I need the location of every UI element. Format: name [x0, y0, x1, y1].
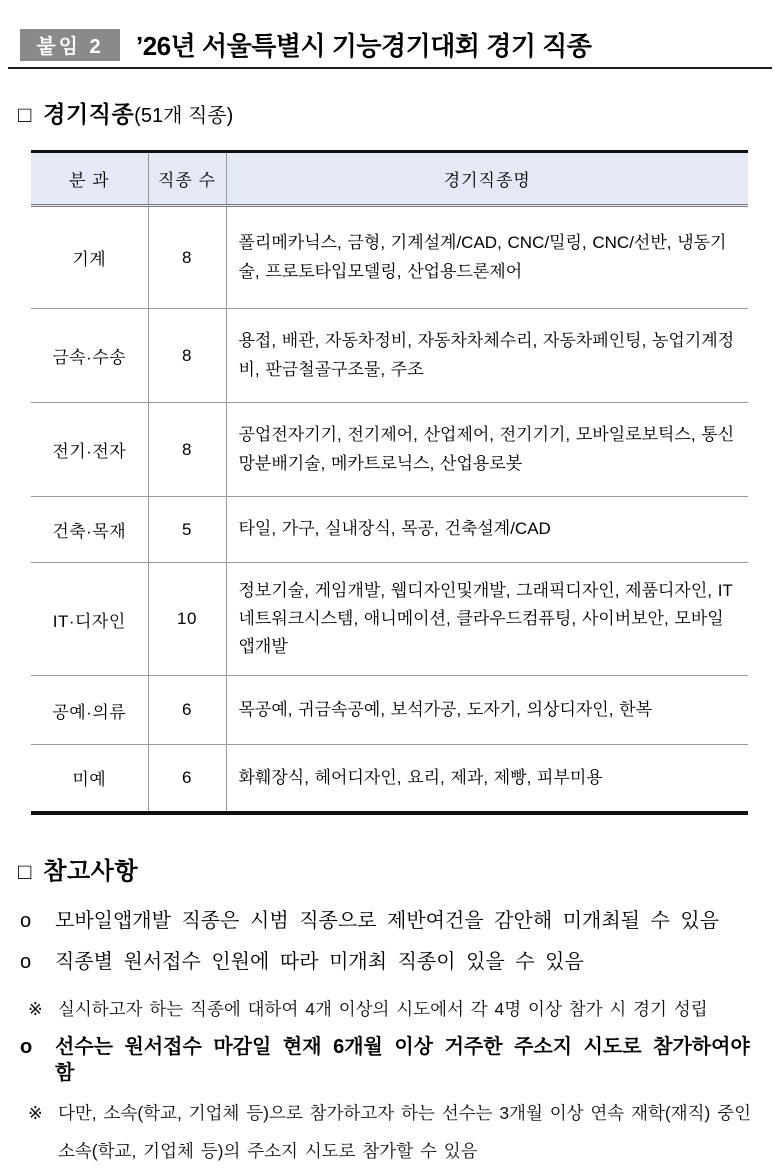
note-text: 선수는 원서접수 마감일 현재 6개월 이상 거주한 주소지 시도로 참가하여야 함	[55, 1035, 750, 1084]
note-item	[20, 908, 770, 934]
note-text: 직종별 원서접수 인원에 따라 미개최 직종이 있을 수 있음	[55, 950, 584, 973]
jobs-cell: 타일, 가구, 실내장식, 목공, 건축설계/CAD	[226, 497, 748, 563]
circle-bullet: o	[20, 1035, 33, 1058]
division-cell: 건축·목재	[31, 497, 148, 563]
jobs-table	[31, 150, 748, 815]
note-item	[28, 990, 770, 1028]
table-header-row	[31, 152, 748, 206]
count-cell: 8	[148, 403, 226, 497]
jobs-cell: 폴리메카닉스, 금형, 기계설계/CAD, CNC/밀링, CNC/선반, 냉동기술, 프로토타입모델링, 산업용드론제어	[226, 206, 748, 309]
count-cell: 6	[148, 745, 226, 813]
table-row	[31, 206, 748, 309]
page-title: ’26년 서울특별시 기능경기대회 경기 직종	[136, 31, 592, 61]
note-text: 다만, 소속(학교, 기업체 등)으로 참가하고자 하는 선수는 3개월 이상 연속 재학(재직) 중인 소속(학교, 기업체 등)의 주소지 시도로 참가할 수 있음	[58, 1102, 752, 1161]
reference-mark-bullet: ※	[28, 998, 43, 1019]
section-jobs-subtitle: (51개 직종)	[134, 105, 234, 127]
header-divider	[8, 67, 772, 69]
square-bullet-icon: □	[18, 102, 32, 127]
jobs-cell: 화훼장식, 헤어디자인, 요리, 제과, 제빵, 피부미용	[226, 745, 748, 813]
table-row	[31, 309, 748, 403]
division-cell: 금속·수송	[31, 309, 148, 403]
column-header-division: 분 과	[31, 152, 148, 206]
attachment-badge: 붙임 2	[20, 29, 120, 61]
division-cell: IT·디자인	[31, 563, 148, 676]
division-cell: 전기·전자	[31, 403, 148, 497]
count-cell: 5	[148, 497, 226, 563]
note-item	[28, 1094, 770, 1170]
jobs-cell: 공업전자기기, 전기제어, 산업제어, 전기기기, 모바일로보틱스, 통신망분배기술, 메카트로닉스, 산업용로봇	[226, 403, 748, 497]
square-bullet-icon: □	[18, 858, 32, 884]
table-row	[31, 563, 748, 676]
circle-bullet: o	[20, 950, 32, 973]
section-notes-title: 참고사항	[43, 857, 139, 885]
notes-list	[20, 908, 770, 1170]
note-text: 실시하고자 하는 직종에 대하여 4개 이상의 시도에서 각 4명 이상 참가 시 경기 성립	[58, 998, 708, 1019]
note-item	[20, 1034, 770, 1086]
division-cell: 미예	[31, 745, 148, 813]
count-cell: 10	[148, 563, 226, 676]
column-header-jobnames: 경기직종명	[226, 152, 748, 206]
section-jobs-title: 경기직종	[43, 101, 135, 127]
table-row	[31, 676, 748, 745]
count-cell: 8	[148, 309, 226, 403]
page-header	[0, 0, 780, 63]
reference-mark-bullet: ※	[28, 1102, 43, 1123]
table-row	[31, 745, 748, 813]
note-text: 모바일앱개발 직종은 시범 직종으로 제반여건을 감안해 미개최될 수 있음	[55, 909, 720, 932]
division-cell: 기계	[72, 250, 107, 269]
circle-bullet: o	[20, 909, 32, 932]
table-row	[31, 497, 748, 563]
section-jobs-heading	[18, 96, 780, 129]
division-cell: 공예·의류	[31, 676, 148, 745]
count-cell: 6	[148, 676, 226, 745]
jobs-cell: 용접, 배관, 자동차정비, 자동차차체수리, 자동차페인팅, 농업기계정비, 판금철골구조물, 주조	[226, 309, 748, 403]
section-notes-heading	[18, 851, 780, 886]
note-item	[20, 949, 770, 975]
count-cell: 8	[148, 206, 226, 309]
jobs-cell: 목공예, 귀금속공예, 보석가공, 도자기, 의상디자인, 한복	[226, 676, 748, 745]
table-row	[31, 403, 748, 497]
column-header-count: 직종 수	[148, 152, 226, 206]
jobs-cell: 정보기술, 게임개발, 웹디자인및개발, 그래픽디자인, 제품디자인, IT네트워크시스템, 애니메이션, 클라우드컴퓨팅, 사이버보안, 모바일앱개발	[226, 563, 748, 676]
